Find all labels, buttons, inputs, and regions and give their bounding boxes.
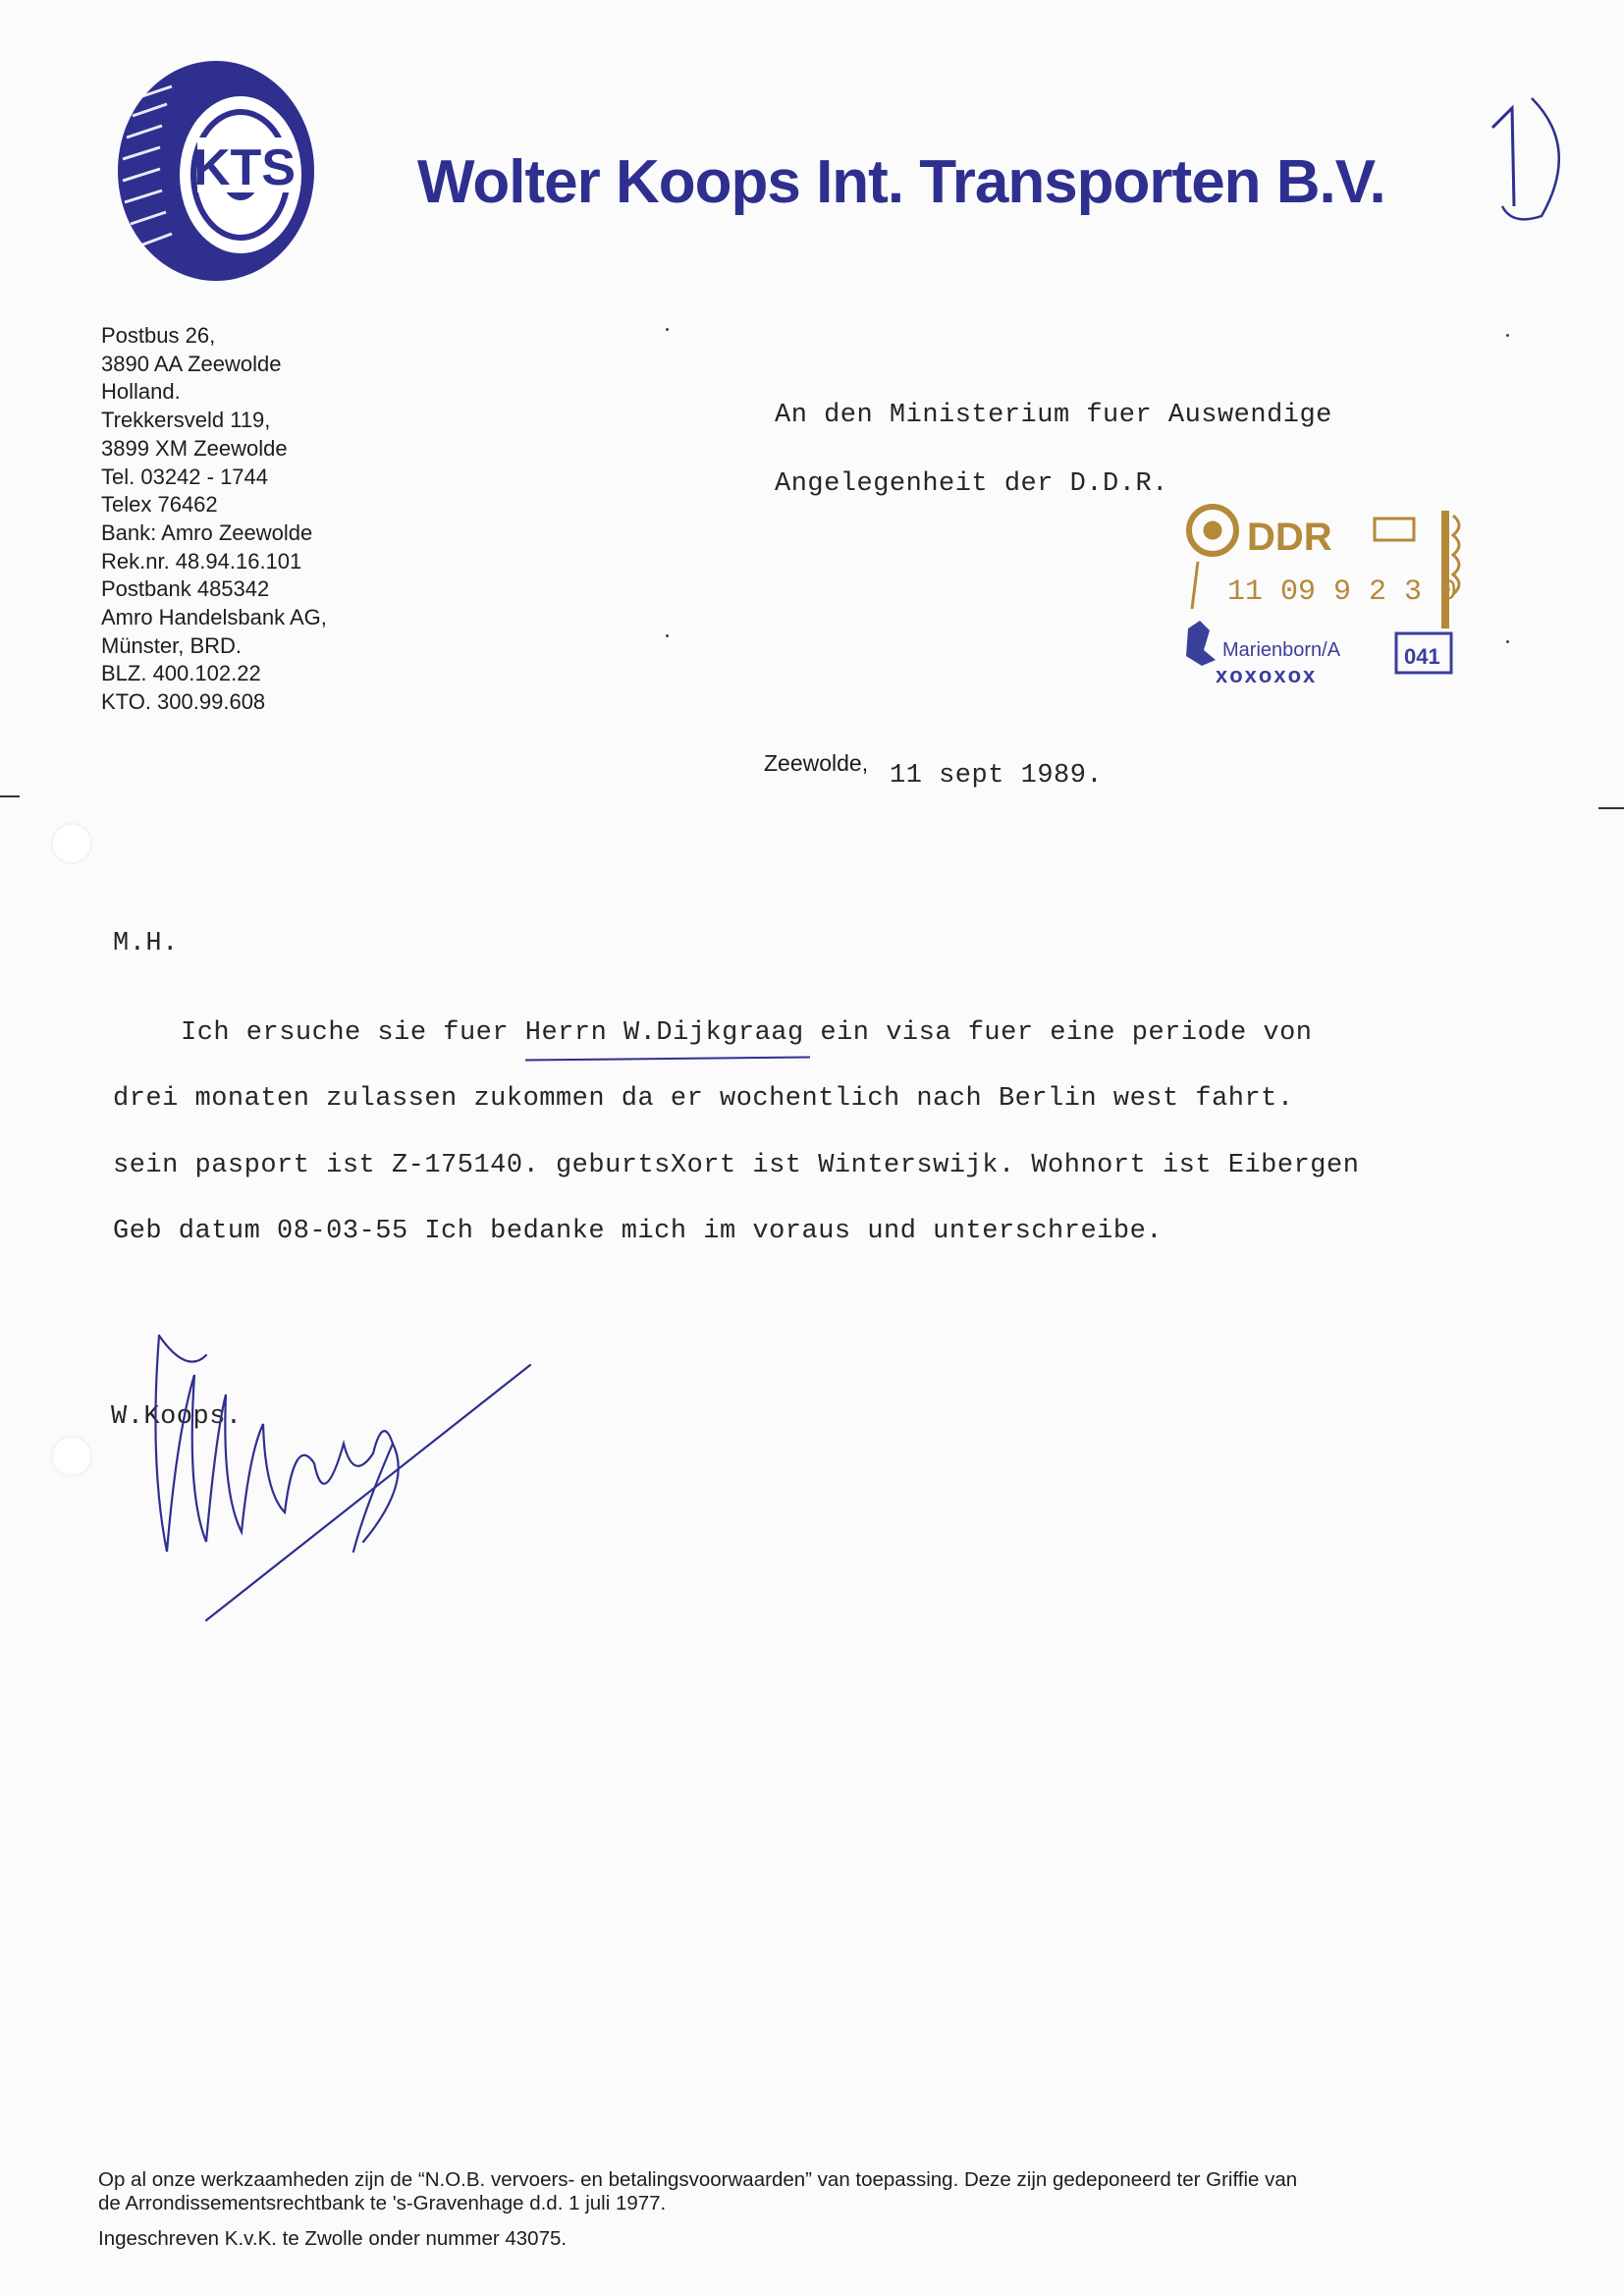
company-name: Wolter Koops Int. Transporten B.V. bbox=[417, 148, 1385, 216]
stamp-location: Marienborn/A bbox=[1222, 639, 1341, 661]
salutation: M.H. bbox=[113, 929, 179, 958]
punch-hole bbox=[51, 1436, 92, 1477]
stamp-box-number: 041 bbox=[1404, 644, 1440, 669]
address-line: Bank: Amro Zeewolde bbox=[101, 519, 313, 545]
address-line: 3890 AA Zeewolde bbox=[101, 351, 282, 376]
recipient-line: Angelegenheit der D.D.R. bbox=[775, 469, 1168, 499]
footer-registration: Ingeschreven K.v.K. te Zwolle onder nummer 43075. bbox=[98, 2227, 568, 2250]
handwritten-page-mark bbox=[1473, 88, 1581, 226]
logo-text: KTS bbox=[193, 139, 296, 196]
letter-date: 11 sept 1989. bbox=[890, 761, 1104, 791]
address-line: KTO. 300.99.608 bbox=[101, 689, 266, 715]
company-logo bbox=[103, 57, 329, 285]
body-line: Geb datum 08-03-55 Ich bedanke mich im voraus und unterschreibe. bbox=[113, 1217, 1163, 1246]
name-underline bbox=[525, 1056, 810, 1061]
handwritten-signature bbox=[147, 1316, 560, 1640]
address-line: Tel. 03242 - 1744 bbox=[101, 464, 269, 489]
letter-place: Zeewolde, bbox=[764, 750, 869, 776]
fold-mark bbox=[1598, 807, 1624, 809]
sender-address-block bbox=[101, 322, 435, 717]
footer-terms: de Arrondissementsrechtbank te 's-Gravenhage d.d. 1 juli 1977. bbox=[98, 2192, 667, 2214]
paper-speck bbox=[1506, 640, 1509, 643]
address-line: Amro Handelsbank AG, bbox=[101, 605, 327, 630]
address-line: Münster, BRD. bbox=[101, 632, 243, 658]
recipient-line: An den Ministerium fuer Auswendige bbox=[775, 401, 1332, 430]
address-line: Postbus 26, bbox=[101, 323, 216, 348]
signer-name: W.Koops. bbox=[111, 1402, 243, 1432]
address-line: Rek.nr. 48.94.16.101 bbox=[101, 548, 302, 574]
body-line: sein pasport ist Z-175140. geburtsXort ist Winterswijk. Wohnort ist Eibergen bbox=[113, 1151, 1360, 1180]
address-line: Trekkersveld 119, bbox=[101, 408, 271, 433]
ddr-border-stamp bbox=[1178, 501, 1473, 697]
footer-terms: Op al onze werkzaamheden zijn de “N.O.B. vervoers- en betalingsvoorwaarden” van toepassing. Deze zijn gedeponeerd ter Griffie van bbox=[98, 2168, 1298, 2191]
address-line: Holland. bbox=[101, 379, 181, 405]
address-line: 3899 XM Zeewolde bbox=[101, 435, 288, 461]
body-line: Ich ersuche sie fuer Herrn W.Dijkgraag ein visa fuer eine periode von bbox=[181, 1018, 1313, 1048]
paper-speck bbox=[666, 634, 669, 637]
address-line: Telex 76462 bbox=[101, 492, 218, 518]
address-line: Postbank 485342 bbox=[101, 576, 270, 602]
stamp-pattern: xoxoxox bbox=[1216, 663, 1318, 687]
stamp-country: DDR bbox=[1247, 516, 1332, 559]
address-line: BLZ. 400.102.22 bbox=[101, 661, 261, 686]
body-line: drei monaten zulassen zukommen da er wochentlich nach Berlin west fahrt. bbox=[113, 1084, 1294, 1114]
letter-footer bbox=[98, 2168, 1492, 2251]
stamp-number: 11 09 9 2 3 0 bbox=[1227, 575, 1458, 609]
paper-speck bbox=[1506, 334, 1509, 337]
fold-mark bbox=[0, 795, 20, 797]
punch-hole bbox=[51, 823, 92, 864]
paper-speck bbox=[666, 328, 669, 331]
